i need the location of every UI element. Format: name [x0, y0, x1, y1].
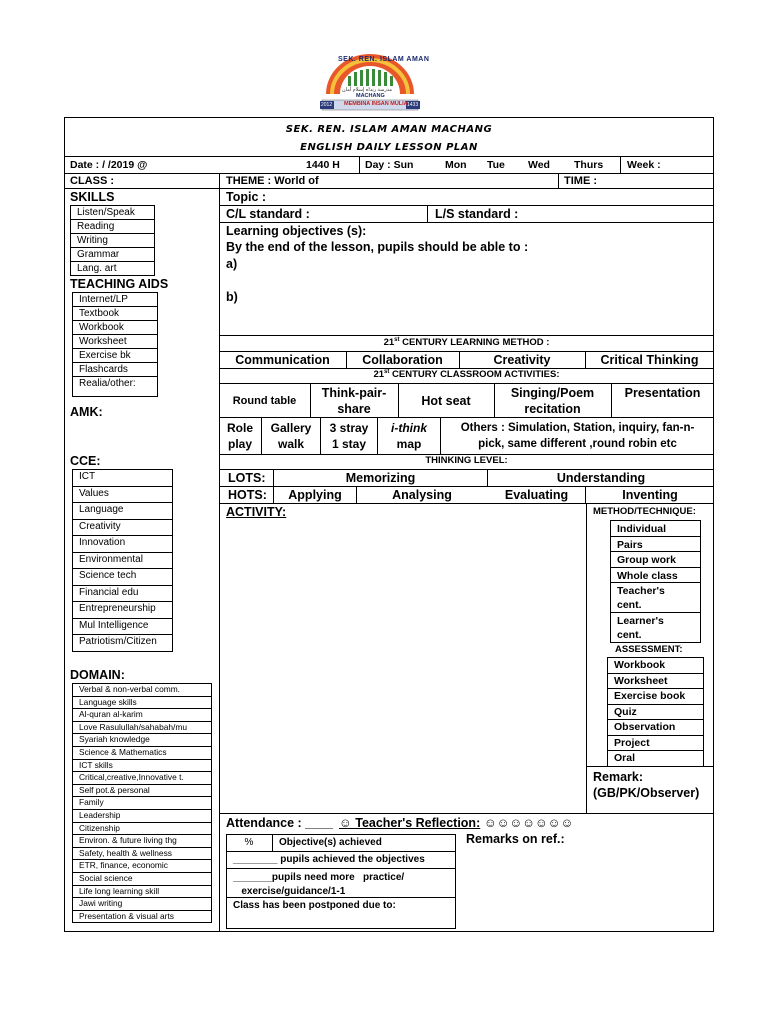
skill-lang-art[interactable]: Lang. art [70, 261, 155, 276]
domain-jawi-writing[interactable]: Jawi writing [72, 897, 212, 911]
school-name: SEK. REN. ISLAM AMAN MACHANG [285, 124, 493, 135]
technique-individual[interactable]: Individual [610, 520, 701, 537]
method-collaboration[interactable]: Collaboration [362, 353, 443, 367]
activity-presentation[interactable]: Presentation [624, 386, 701, 400]
aid-textbook[interactable]: Textbook [72, 306, 158, 321]
cce-creativity[interactable]: Creativity [72, 519, 173, 537]
hots-applying[interactable]: Applying [288, 488, 342, 502]
cce-financial-edu[interactable]: Financial edu [72, 585, 173, 603]
activity-role-play[interactable]: Role play [226, 421, 253, 451]
domain-life-long-learning-skill[interactable]: Life long learning skill [72, 885, 212, 899]
topic-field[interactable]: Topic : [226, 190, 267, 204]
lots-label: LOTS: [228, 471, 266, 485]
theme-field[interactable]: THEME : World of [226, 175, 319, 187]
aid-exercise-bk[interactable]: Exercise bk [72, 348, 158, 363]
domain-citizenship[interactable]: Citizenship [72, 822, 212, 836]
domain-social-science[interactable]: Social science [72, 872, 212, 886]
domain-ict-skills[interactable]: ICT skills [72, 759, 212, 773]
aid-flashcards[interactable]: Flashcards [72, 362, 158, 377]
method-communication[interactable]: Communication [235, 353, 330, 367]
activity-hot-seat[interactable]: Hot seat [421, 394, 471, 408]
activity-i-think-map[interactable]: i-think map [391, 421, 427, 451]
technique-teacher-s-cent[interactable]: Teacher's cent. [610, 582, 701, 613]
teaching-aids-label: TEACHING AIDS [70, 277, 169, 291]
assessment-label: ASSESSMENT: [615, 644, 683, 655]
attendance-field[interactable]: Attendance : ____ [226, 816, 333, 830]
remarks-on-reflection-label: Remarks on ref.: [466, 832, 565, 846]
aid-realia-other[interactable]: Realia/other: [72, 376, 158, 397]
pupils-achieved[interactable]: ________ pupils achieved the objectives [233, 854, 425, 865]
cce-innovation[interactable]: Innovation [72, 535, 173, 553]
cl-standard-field[interactable]: C/L standard : [226, 207, 310, 221]
method-technique-label: METHOD/TECHNIQUE: [593, 506, 696, 517]
cce-values[interactable]: Values [72, 486, 173, 504]
activity-round-table[interactable]: Round table [232, 395, 297, 407]
assessment-worksheet[interactable]: Worksheet [607, 673, 704, 690]
logo-arabic: مدرسة رنداه إسلام أمان [342, 87, 393, 93]
objective-b[interactable]: b) [226, 290, 238, 304]
assessment-exercise-book[interactable]: Exercise book [607, 688, 704, 705]
skill-listen-speak[interactable]: Listen/Speak [70, 205, 155, 220]
cce-entrepreneurship[interactable]: Entrepreneurship [72, 601, 173, 619]
domain-language-skills[interactable]: Language skills [72, 696, 212, 710]
domain-leadership[interactable]: Leadership [72, 809, 212, 823]
hijri-year: 1440 H [306, 159, 340, 171]
cce-environmental[interactable]: Environmental [72, 552, 173, 570]
activity-others[interactable]: Others : Simulation, Station, inquiry, fan-n- pick, same different ,round robin etc [460, 422, 695, 450]
lots-understanding[interactable]: Understanding [556, 471, 646, 485]
ls-standard-field[interactable]: L/S standard : [435, 207, 519, 221]
pupils-need-practice[interactable]: _______pupils need more practice/ exercise/guidance/1-1 [233, 872, 405, 897]
day-sun[interactable]: Day : Sun [365, 159, 414, 171]
teachers-reflection-label: ☺ Teacher's Reflection: [339, 816, 481, 830]
lots-memorizing[interactable]: Memorizing [345, 471, 416, 485]
domain-environ-future-living-thg[interactable]: Environ. & future living thg [72, 834, 212, 848]
activity-label: ACTIVITY: [226, 505, 287, 519]
assessment-workbook[interactable]: Workbook [607, 657, 704, 674]
learning-method-title: 21st CENTURY LEARNING METHOD : [383, 337, 550, 349]
technique-pairs[interactable]: Pairs [610, 536, 701, 552]
activity-singing-poem-recitation[interactable]: Singing/Poem recitation [510, 386, 595, 416]
reflection-smileys[interactable]: ☺☺☺☺☺☺☺ [484, 816, 574, 830]
cce-mul-intelligence[interactable]: Mul Intelligence [72, 618, 173, 636]
domain-critical-creative-innovative-t[interactable]: Critical,creative,Innovative t. [72, 771, 212, 785]
skills-label: SKILLS [70, 190, 115, 204]
technique-learner-s-cent[interactable]: Learner's cent. [610, 612, 701, 643]
thinking-level-title: THINKING LEVEL: [425, 455, 508, 466]
class-postponed[interactable]: Class has been postponed due to: [233, 900, 396, 911]
activity-3-stray-1-stay[interactable]: 3 stray 1 stay [329, 421, 369, 451]
day-wed[interactable]: Wed [528, 159, 550, 171]
domain-family[interactable]: Family [72, 796, 212, 810]
assessment-project[interactable]: Project [607, 735, 704, 752]
objective-a[interactable]: a) [226, 257, 238, 271]
hots-label: HOTS: [228, 488, 267, 502]
skill-reading[interactable]: Reading [70, 219, 155, 234]
remark-label: Remark: (GB/PK/Observer) [593, 770, 700, 800]
assessment-observation[interactable]: Observation [607, 719, 704, 736]
domain-science-mathematics[interactable]: Science & Mathematics [72, 746, 212, 760]
hots-analysing[interactable]: Analysing [392, 488, 452, 502]
percent-cell[interactable]: % [244, 837, 254, 848]
domain-al-quran-al-karim[interactable]: Al-quran al-karim [72, 708, 212, 722]
cce-label: CCE: [70, 454, 101, 468]
aid-internet-lp[interactable]: Internet/LP [72, 292, 158, 307]
technique-whole-class[interactable]: Whole class [610, 567, 701, 583]
domain-self-pot-personal[interactable]: Self pot.& personal [72, 784, 212, 798]
logo-motto: MEMBINA INSAN MULIA [344, 101, 408, 107]
day-tue[interactable]: Tue [487, 159, 505, 171]
learning-objectives-intro: By the end of the lesson, pupils should be able to : [226, 240, 529, 254]
assessment-quiz[interactable]: Quiz [607, 704, 704, 721]
day-mon[interactable]: Mon [445, 159, 467, 171]
domain-love-rasulullah-sahabah-mu[interactable]: Love Rasulullah/sahabah/mu [72, 721, 212, 735]
school-logo [318, 50, 430, 112]
method-critical-thinking[interactable]: Critical Thinking [600, 353, 699, 367]
hots-inventing[interactable]: Inventing [622, 488, 678, 502]
domain-safety-health-wellness[interactable]: Safety, health & wellness [72, 847, 212, 861]
skill-writing[interactable]: Writing [70, 233, 155, 248]
activity-gallery-walk[interactable]: Gallery walk [270, 421, 312, 451]
date-field[interactable]: Date : / /2019 @ [70, 159, 148, 171]
cce-language[interactable]: Language [72, 502, 173, 520]
domain-label: DOMAIN: [70, 668, 125, 682]
class-field[interactable]: CLASS : [70, 175, 114, 187]
classroom-activities-title: 21st CENTURY CLASSROOM ACTIVITIES: [373, 369, 560, 381]
assessment-oral[interactable]: Oral [607, 750, 704, 767]
technique-group-work[interactable]: Group work [610, 551, 701, 568]
skill-grammar[interactable]: Grammar [70, 247, 155, 262]
plan-title: ENGLISH DAILY LESSON PLAN [300, 142, 478, 153]
week-field[interactable]: Week : [627, 159, 661, 171]
objective-achieved[interactable]: Objective(s) achieved [279, 837, 382, 848]
logo-town: MACHANG [356, 93, 385, 99]
activity-think-pair-share[interactable]: Think-pair- share [321, 386, 387, 416]
aid-workbook[interactable]: Workbook [72, 320, 158, 335]
amk-label: AMK: [70, 405, 103, 419]
logo-year-right: 1433 [407, 102, 419, 108]
cce-patriotism-citizen[interactable]: Patriotism/Citizen [72, 634, 173, 652]
aid-worksheet[interactable]: Worksheet [72, 334, 158, 349]
domain-etr-finance-economic[interactable]: ETR, finance, economic [72, 859, 212, 873]
domain-syariah-knowledge[interactable]: Syariah knowledge [72, 733, 212, 747]
hots-evaluating[interactable]: Evaluating [504, 488, 569, 502]
method-creativity[interactable]: Creativity [493, 353, 551, 367]
logo-year-left: 2012 [321, 102, 333, 108]
domain-presentation-visual-arts[interactable]: Presentation & visual arts [72, 910, 212, 924]
time-field[interactable]: TIME : [564, 175, 597, 187]
cce-science-tech[interactable]: Science tech [72, 568, 173, 586]
day-thurs[interactable]: Thurs [574, 159, 604, 171]
cce-ict[interactable]: ICT [72, 469, 173, 487]
learning-objectives-label: Learning objectives (s): [226, 224, 367, 238]
domain-verbal-non-verbal-comm[interactable]: Verbal & non-verbal comm. [72, 683, 212, 697]
logo-arc-text: SEK. REN. ISLAM AMAN [338, 56, 430, 63]
